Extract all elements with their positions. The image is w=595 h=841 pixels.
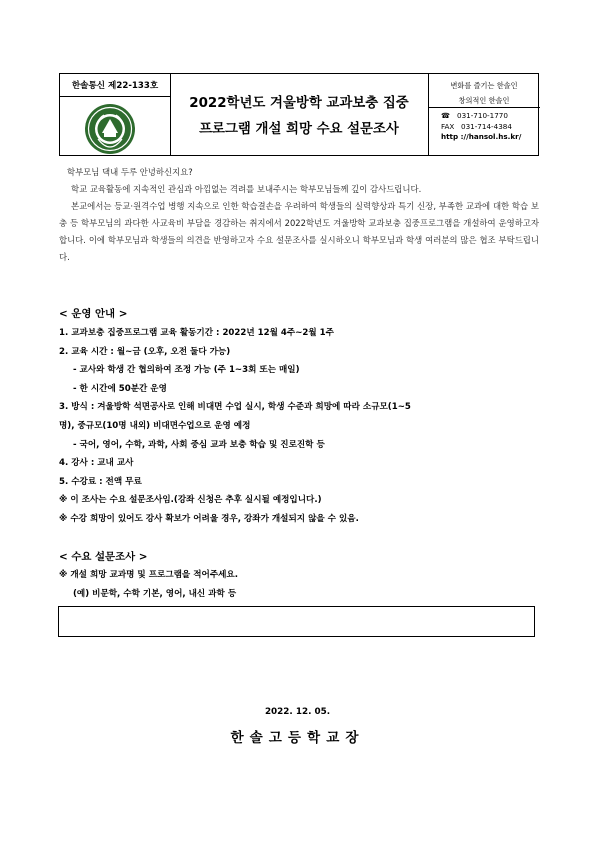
operation-item-4: 4. 강사 : 교내 교사 [59,458,134,469]
header-table [59,73,539,156]
document-date: 2022. 12. 05. [264,707,331,717]
issue-divider [60,96,170,97]
header-divider-left [170,74,171,155]
operation-note-1: ※ 이 조사는 수요 설문조사임.(강좌 신청은 추후 실시될 예정입니다.) [59,495,322,506]
phone-number: 031-710-1770 [457,111,508,120]
slogan-line1: 변화를 즐기는 한솔인 [450,81,518,90]
signer-name: 한솔고등학교장 [230,730,365,746]
operation-item-2-sub-1: - 교사와 학생 간 협의하여 조정 가능 (주 1~3회 또는 매일) [73,365,300,376]
fax-label: FAX [441,121,455,131]
survey-instructions [59,566,544,603]
survey-section-title: < 수요 설문조사 > [59,551,148,563]
operation-note-2: ※ 수강 희망이 있어도 강사 확보가 어려울 경우, 강좌가 개설되지 않을 수 있음. [59,513,359,524]
survey-example: (예) 비문학, 수학 기본, 영어, 내신 과학 등 [73,588,237,599]
greeting-text [59,164,539,267]
operation-item-3-sub-1: - 국어, 영어, 수학, 과학, 사회 중심 교과 보충 학습 및 진로진학 등 [73,439,325,450]
school-emblem-icon [84,103,136,155]
operation-list [59,324,544,529]
greeting-paragraph-2: 학교 교육활동에 지속적인 관심과 아낌없는 격려를 보내주시는 학부모님들께 깊이 감사드립니다. [71,184,422,195]
contact-info [441,111,521,143]
greeting-paragraph-3: 본교에서는 등교·원격수업 병행 지속으로 인한 학습결손을 우려하여 학생들의 실력향상과 특기 신장, 부족한 교과에 대한 학습 보충 등 학부모님의 과다한 사교육비 부담을 경감하는 취지에서 2022학년도 겨울방학 교과보충 집중프로그램을 개설하여 운영하고자 합니다. 이에 학부모님과 학생들의 의견을 반영하고자 수요 설문조사를 실시하오니 학부모님과 학생 여러분의 많은 협조 부탁드립니다. [59,201,539,263]
slogan-divider [428,107,540,108]
website-link[interactable]: http ://hansol.hs.kr/ [441,132,522,142]
phone-row [441,111,521,122]
slogan-line2: 창의적인 한솔인 [458,96,510,105]
operation-item-3-line-2: 명), 중규모(10명 내외) 비대면수업으로 운영 예정 [59,420,251,431]
operation-item-2-sub-2: - 한 시간에 50분간 운영 [73,383,167,394]
fax-row [441,122,521,133]
survey-instruction: ※ 개설 희망 교과명 및 프로그램을 적어주세요. [59,570,238,580]
phone-icon: ☎ [441,111,450,120]
operation-item-5: 5. 수강료 : 전액 무료 [59,476,142,487]
operation-item-2: 2. 교육 시간 : 월~금 (오후, 오전 둘다 가능) [59,346,231,357]
page-title-line1: 2022학년도 겨울방학 교과보충 집중 [189,96,409,111]
page-title-line2: 프로그램 개설 희망 수요 설문조사 [199,122,399,137]
operation-item-3-line-1: 3. 방식 : 겨울방학 석면공사로 인해 비대면 수업 실시, 학생 수준과 희망에 따라 소규모(1~5 [59,402,411,413]
operation-item-1: 1. 교과보충 집중프로그램 교육 활동기간 : 2022년 12월 4주~2월 1주 [59,328,334,338]
greeting-paragraph-1: 학부모님 댁내 두루 안녕하신지요? [67,167,193,177]
fax-number: 031-714-4384 [461,121,512,131]
survey-answer-box[interactable] [58,606,535,637]
operation-section-title: < 운영 안내 > [59,308,128,320]
issue-number: 한솔통신 제22-133호 [71,81,159,91]
